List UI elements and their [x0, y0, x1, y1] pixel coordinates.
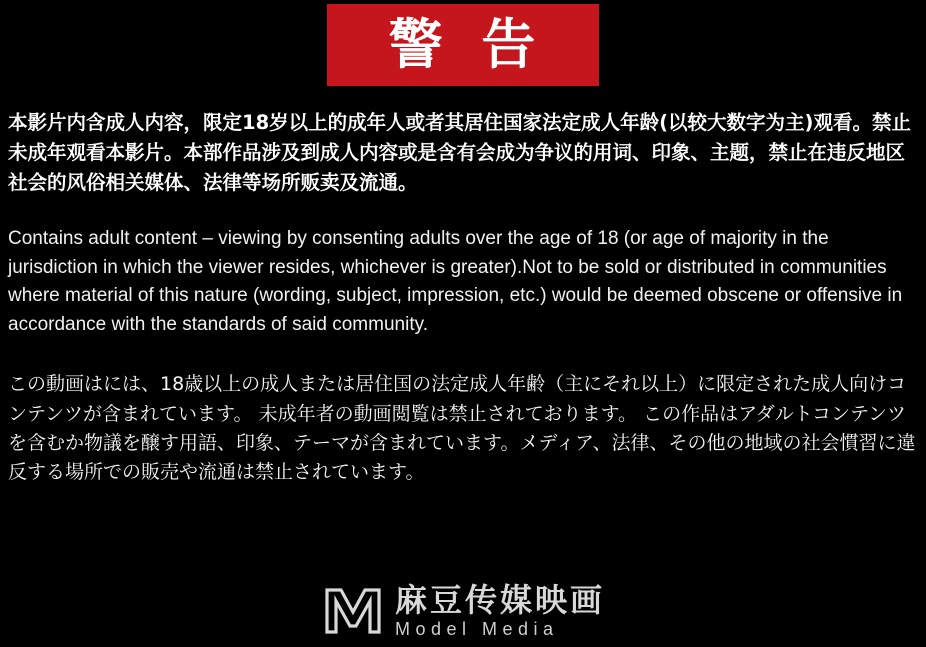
warning-banner: [327, 4, 599, 86]
m-logo-icon: [321, 582, 385, 638]
brand-logo-text: [395, 582, 605, 641]
warning-banner-label: 警 告: [388, 13, 546, 76]
brand-name-english: Model Media: [394, 619, 559, 640]
warning-banner-container: [0, 0, 926, 86]
notice-content: [0, 108, 926, 488]
brand-name-chinese: 麻豆传媒映画: [394, 580, 605, 619]
notice-paragraph-chinese: 本影片内含成人内容，限定18岁以上的成年人或者其居住国家法定成人年龄(以较大数字为主)观看。禁止未成年观看本影片。本部作品涉及到成人内容或是含有会成为争议的用词、印象、主题，禁止在违反地区社会的风俗相关媒体、法律等场所贩卖及流通。: [8, 111, 911, 195]
notice-paragraph-japanese: この動画はには、18歳以上の成人または居住国の法定成人年齢（主にそれ以上）に限定された成人向けコンテンツが含まれています。 未成年者の動画閲覧は禁止されております。 この作品はアダルトコンテンツを含むか物議を醸す用語、印象、テーマが含まれています。メディア、法律、その他の地域の社会慣習に違反する場所での販売や流通は禁止されています。: [8, 373, 916, 484]
brand-logo: [0, 582, 926, 641]
notice-paragraph-english: Contains adult content – viewing by consenting adults over the age of 18 (or age of majority in the jurisdiction in which the viewer resides, whichever is greater).Not to be sold or distributed in communities where material of this nature (wording, subject, impression, etc.) would be deemed obscene or offensive in accordance with the standards of said community.: [8, 227, 903, 336]
